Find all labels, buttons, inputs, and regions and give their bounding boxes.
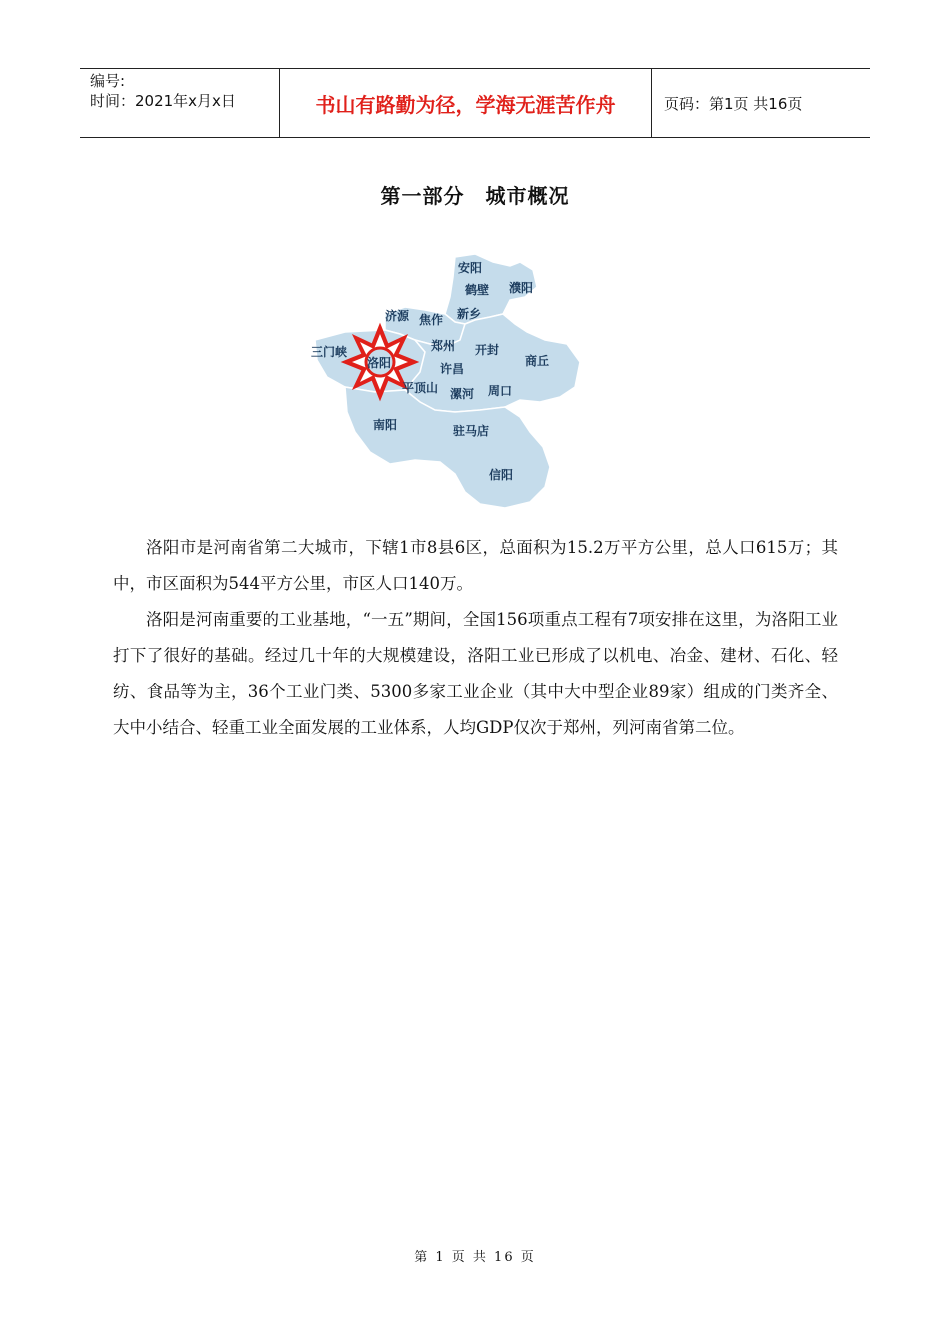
paragraph-2: 洛阳是河南重要的工业基地，“一五”期间，全国156项重点工程有7项安排在这里，为洛阳工业打下了很好的基础。经过几十年的大规模建设，洛阳工业已形成了以机电、冶金、建材、石化、轻纺、食品等为主，36个工业门类、5300多家工业企业（其中大中型企业89家）组成的门类齐全、大中小结合、轻重工业全面发展的工业体系，人均GDP仅次于郑州，列河南省第二位。 [113, 610, 838, 737]
time-label: 时间：2021年x月x日 [90, 92, 236, 110]
page-footer: 第 1 页 共 16 页 [414, 1250, 536, 1265]
city-label-xinyang: 信阳 [489, 468, 514, 482]
city-label-hebi: 鹤壁 [465, 283, 490, 297]
city-label-luohe: 漯河 [450, 387, 475, 401]
city-label-zhengzhou: 郑州 [431, 339, 456, 353]
city-label-kaifeng: 开封 [475, 343, 500, 357]
section-title: 第一部分 城市概况 [380, 184, 570, 208]
city-label-pingdingshan: 平顶山 [402, 381, 439, 395]
map-regions [315, 254, 580, 508]
header-meta-cell [80, 69, 280, 137]
city-label-xinxiang: 新乡 [457, 307, 482, 321]
number-label: 编号: [90, 72, 126, 90]
city-label-anyang: 安阳 [458, 261, 483, 275]
city-label-sanmenxia: 三门峡 [311, 345, 348, 359]
city-label-jiyuan: 济源 [385, 309, 410, 323]
city-label-zhumadian: 驻马店 [453, 424, 490, 438]
paragraph-1: 洛阳市是河南省第二大城市，下辖1市8县6区，总面积为15.2万平方公里，总人口615万；其中，市区面积为544平方公里，市区人口140万。 [113, 538, 838, 593]
city-label-luoyang: 洛阳 [367, 356, 392, 370]
henan-map [305, 252, 595, 512]
page-info: 页码：第1页 共16页 [664, 94, 803, 113]
city-label-shangqiu: 商丘 [525, 354, 550, 368]
city-label-xuchang: 许昌 [440, 362, 465, 376]
header-table [80, 68, 870, 138]
city-label-nanyang: 南阳 [373, 418, 398, 432]
city-label-puyang: 濮阳 [509, 281, 534, 295]
body-text [113, 530, 838, 746]
motto: 书山有路勤为径，学海无涯苦作舟 [280, 69, 652, 137]
city-label-zhoukou: 周口 [488, 384, 513, 398]
city-label-jiaozuo: 焦作 [419, 313, 444, 327]
